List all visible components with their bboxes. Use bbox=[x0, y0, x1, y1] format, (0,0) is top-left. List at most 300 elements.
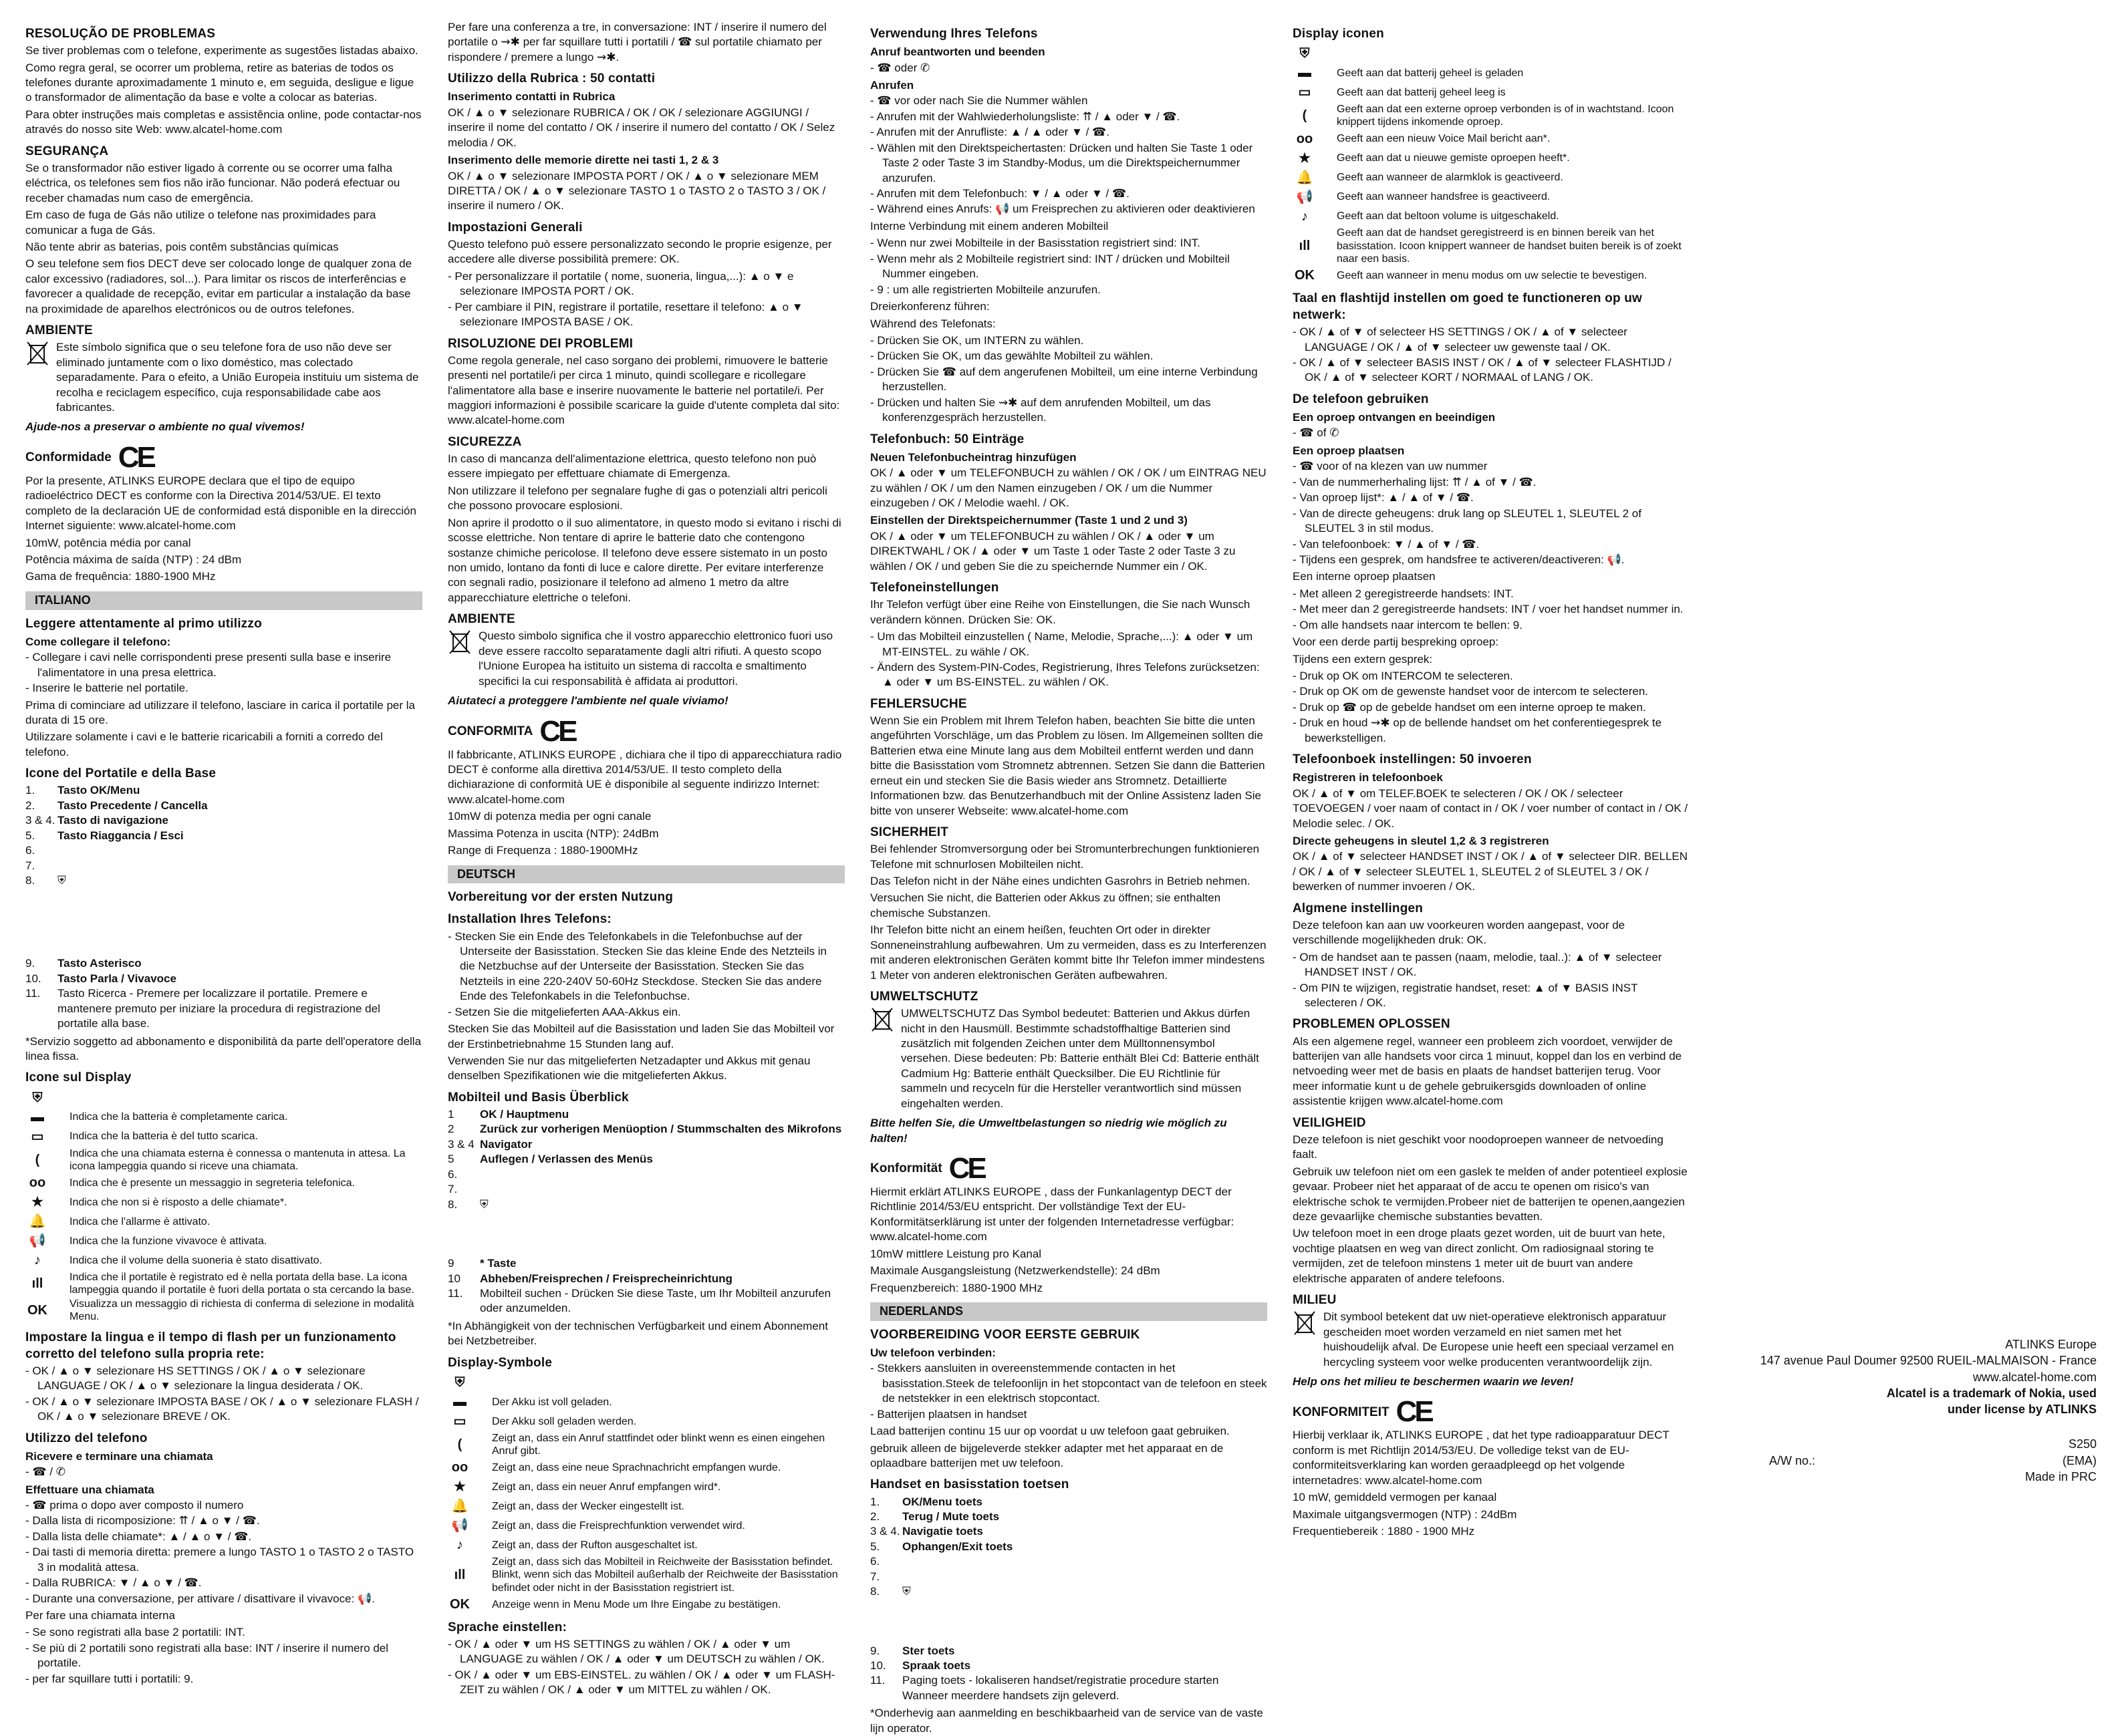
nl-keys-list bbox=[870, 1495, 1267, 1600]
it-connect-title: Come collegare il telefono: bbox=[25, 635, 171, 648]
ok-icon: OK bbox=[1295, 268, 1315, 283]
pt-environment-slogan: Ajude-nos a preservar o ambiente no qual vivemos! bbox=[25, 420, 305, 434]
nl-warning-text: gebruik alleen de bijgeleverde stekker adapter met het apparaat en de oplaadbare batterijen met uw telefoon. bbox=[870, 1441, 1224, 1469]
nl-environment-block bbox=[1293, 1310, 1690, 1372]
list-item: - Druk op OK om de gewenste handset voor de intercom te selecteren. bbox=[1293, 684, 1690, 699]
nl-charge-text: Laad batterijen continu 15 uur op voordat u uw telefoon gaat gebruiken. bbox=[870, 1425, 1230, 1438]
icon-description: Geeft aan wanneer de alarmklok is geactiveerd. bbox=[1337, 172, 1563, 184]
ce-mark-icon: CE bbox=[118, 440, 154, 474]
key-label: Ophangen/Exit toets bbox=[902, 1540, 1013, 1553]
key-number: 9. bbox=[870, 1644, 880, 1657]
shield-icon: ⛨ bbox=[454, 1375, 465, 1391]
nl-conformity-p4: Frequentiebereik : 1880 - 1900 MHz bbox=[1293, 1525, 1475, 1538]
list-item bbox=[870, 1644, 1267, 1658]
it-keys-list bbox=[25, 783, 422, 888]
list-item bbox=[25, 1174, 422, 1192]
list-item: - Druk op ☎ op de gebelde handset om een interne oproep te maken. bbox=[1293, 700, 1690, 715]
nl-display-icons bbox=[1293, 45, 1690, 285]
speaker-icon: 📢 bbox=[29, 1234, 46, 1249]
list-item: - Van telefoonboek: ▼ / ▲ of ▼ / ☎. bbox=[1293, 537, 1690, 552]
key-number: 8. bbox=[25, 873, 35, 887]
de-memory-text: OK / ▲ oder ▼ um TELEFONBUCH zu wählen / OK / ▲ oder ▼ um DIREKTWAHL / OK / ▲ oder ▼ um Taste 1 oder Taste 2 oder Taste 3 zu wählen / OK / und geben Sie die zu speichernde Nummer ein / OK. bbox=[870, 529, 1236, 573]
list-item bbox=[448, 1497, 845, 1515]
it-warning-text: Utilizzare solamente i cavi e le batterie ricaricabili a forniti a corredo del telefono. bbox=[25, 730, 383, 758]
list-item: - Setzen Sie die mitgelieferten AAA-Akkus ein. bbox=[448, 1005, 845, 1020]
de-install-list bbox=[448, 929, 845, 1020]
list-item bbox=[448, 1556, 845, 1594]
it-safety-title: SICUREZZA bbox=[448, 434, 522, 449]
list-item bbox=[1293, 130, 1690, 148]
de-keys-title: Mobilteil und Basis Überblick bbox=[448, 1090, 629, 1105]
call-icon: ( bbox=[1302, 108, 1307, 124]
nl-phonebook-reg-title: Registreren in telefoonboek bbox=[1293, 771, 1443, 784]
shield-icon: ⛨ bbox=[57, 873, 66, 887]
icon-description: Indica che la funzione vivavoce è attivata. bbox=[70, 1235, 267, 1247]
key-number: 8. bbox=[870, 1585, 880, 1598]
list-item bbox=[1293, 103, 1690, 128]
list-item: - Van de directe geheugens: druk lang op SLEUTEL 1, SLEUTEL 2 of SLEUTEL 3 in stil modus. bbox=[1293, 507, 1690, 537]
key-label: Paging toets - lokaliseren handset/registratie procedure starten Wanneer meerdere handsets zijn geleverd. bbox=[902, 1674, 1219, 1702]
list-item: - Anrufen mit der Wahlwiederholungsliste: ⇈ / ▲ oder ▼ / ☎. bbox=[870, 110, 1267, 124]
list-item: - Drücken Sie OK, um das gewählte Mobilteil zu wählen. bbox=[870, 349, 1267, 364]
it-troubleshooting-title: RISOLUZIONE DEI PROBLEMI bbox=[448, 336, 634, 351]
key-label: Tasto Precedente / Cancella bbox=[57, 799, 208, 812]
key-number: 3 & 4. bbox=[25, 814, 55, 827]
list-item bbox=[25, 972, 422, 986]
nl-display-title: Display iconen bbox=[1293, 27, 1384, 41]
shield-icon: ⛨ bbox=[32, 1090, 43, 1105]
nl-troubleshooting-title: PROBLEMEN OPLOSSEN bbox=[1293, 1017, 1450, 1032]
it-call-title: Effettuare una chiamata bbox=[25, 1483, 154, 1496]
it-phonebook-title: Utilizzo della Rubrica : 50 contatti bbox=[448, 71, 656, 86]
icon-description: Zeigt an, dass ein Anruf stattfindet oder blinkt wenn es einen eingehen Anruf gibt. bbox=[492, 1432, 825, 1457]
pt-conformity-p4: Gama de frequência: 1880-1900 MHz bbox=[25, 570, 216, 583]
icon-description: Indica che il portatile è registrato ed è nella portata della base. La icona lampeggia quando il portatile è fuori della portata o sta cercando la base. bbox=[70, 1271, 414, 1296]
pt-safety-p1: Se o transformador não estiver ligado à corrente ou se ocorrer uma falha eléctrica, os telefones sem fios não irão funcionar. Não poderá efectuar ou receber chamadas num caso de emergência. bbox=[25, 161, 400, 204]
it-read-title: Leggere attentamente al primo utilizzo bbox=[25, 616, 262, 631]
list-item: - per far squillare tutti i portatili: 9. bbox=[25, 1672, 422, 1687]
icon-description: Geeft aan wanneer in menu modus om uw selectie te bevestigen. bbox=[1337, 269, 1647, 281]
it-receive-title: Ricevere e terminare una chiamata bbox=[25, 1449, 213, 1463]
icon-description: Geeft aan dat batterij geheel is geladen bbox=[1337, 67, 1524, 79]
nl-safety-p2: Gebruik uw telefoon niet om een gaslek te melden of ander potentieel explosie gevaar. Probeer niet het apparaat of de accu te openen om risico's van elektrische schok te vermijden.Probeer niet de batterijen te openen,aangezien deze gevaarlijke chemische substanties bevatten. bbox=[1293, 1165, 1688, 1223]
list-item bbox=[870, 1584, 1267, 1599]
nl-prep-title: VOORBEREIDING VOOR EERSTE GEBRUIK bbox=[870, 1327, 1140, 1342]
it-language-list bbox=[25, 1364, 422, 1425]
battery-empty-icon: ▭ bbox=[1298, 85, 1311, 100]
list-item bbox=[25, 1213, 422, 1231]
de-phonebook-new-text: OK / ▲ oder ▼ um TELEFONBUCH zu wählen / OK / OK / um EINTRAG NEU zu wählen / OK / um den Namen einzugeben / OK / um die Nummer einzugeben / OK / Melodie waehl. / OK. bbox=[870, 466, 1267, 509]
list-item bbox=[25, 1147, 422, 1173]
key-label: Zurück zur vorherigen Menüoption / Stummschalten des Mikrofons bbox=[480, 1123, 842, 1136]
de-answer-list bbox=[870, 61, 1267, 76]
key-label: Navigator bbox=[480, 1137, 533, 1151]
it-receive-list bbox=[25, 1465, 422, 1479]
list-item bbox=[448, 1197, 845, 1212]
icon-description: Geeft aan dat batterij geheel leeg is bbox=[1337, 86, 1506, 98]
list-item: - Inserire le batterie nel portatile. bbox=[25, 681, 422, 696]
made-in: Made in PRC bbox=[2024, 1470, 2097, 1484]
nl-safety-p3: Uw telefoon moet in een droge plaats gezet worden, uit de buurt van hete, vochtige plaatsen en weg van direct zonlicht. Om radiosignaal storing te vermijden, zet de telefoon minstens 1 meter uit de buurt van andere elektrische apparaten of andere telefoons. bbox=[1293, 1227, 1666, 1285]
key-number: 10. bbox=[870, 1659, 886, 1672]
key-label: Tasto Riaggancia / Esci bbox=[57, 829, 184, 842]
icon-description: Zeigt an, dass ein neuer Anruf empfangen wird*. bbox=[492, 1481, 721, 1493]
pt-conformity-p1: Por la presente, ATLINKS EUROPE declara que el tipo de equipo radioeléctrico DECT es conforme con la Directiva 2014/53/UE. El texto completo de la declaración UE de conformidad está disponible en la dirección Internet siguiente: www.alcatel-home.com bbox=[25, 474, 416, 533]
list-item: - Dalla lista di ricomposizione: ⇈ / ▲ o ▼ / ☎. bbox=[25, 1513, 422, 1528]
icon-description: Anzeige wenn in Menu Mode um Ihre Eingabe zu bestätigen. bbox=[492, 1598, 781, 1610]
key-label: * Taste bbox=[480, 1257, 517, 1270]
shield-icon: ⛨ bbox=[1299, 46, 1310, 61]
pt-troubleshooting-title: RESOLUÇÃO DE PROBLEMAS bbox=[25, 27, 216, 41]
list-item: - OK / ▲ oder ▼ um EBS-EINSTEL. zu wählen / OK / ▲ oder ▼ um FLASH-ZEIT zu wählen / OK / ▲ oder ▼ um MITTEL zu wählen / OK. bbox=[448, 1668, 845, 1698]
weee-bin-icon bbox=[25, 340, 49, 367]
pt-troubleshooting-p3: Para obter instruções mais completas e assistência online, pode contactar-nos através do nosso site Web: www.alcatel-home.com bbox=[25, 108, 422, 136]
list-item: - OK / ▲ of ▼ of selecteer HS SETTINGS / OK / ▲ of ▼ selecteer LANGUAGE / OK / ▲ of ▼ selecteer uw gewenste taal / OK. bbox=[1293, 325, 1690, 355]
alarm-bell-icon: 🔔 bbox=[29, 1214, 46, 1229]
battery-empty-icon: ▭ bbox=[453, 1414, 467, 1429]
list-item: - ☎ prima o dopo aver composto il numero bbox=[25, 1498, 422, 1513]
de-language-title: Sprache einstellen: bbox=[448, 1620, 567, 1634]
icon-description: Der Akku soll geladen werden. bbox=[492, 1415, 637, 1427]
it-keys-list-2 bbox=[25, 956, 422, 1031]
list-item bbox=[1293, 168, 1690, 186]
list-item bbox=[25, 829, 422, 843]
list-item: - Wählen mit den Direktspeichertasten: Drücken und halten Sie Taste 1 oder Taste 2 oder Taste 3 im Standby-Modus, um die Direktspeichernummer anzurufen. bbox=[870, 141, 1267, 186]
nl-use-title: De telefoon gebruiken bbox=[1293, 392, 1429, 406]
list-item bbox=[25, 873, 422, 888]
nl-settings-title: Algmene instellingen bbox=[1293, 901, 1424, 915]
list-item bbox=[448, 1137, 845, 1152]
icon-description: Geeft aan dat een externe oproep verbonden is of in wachtstand. Icoon knippert tijdens inkomende oproep. bbox=[1337, 104, 1674, 128]
it-keys-title: Icone del Portatile e della Base bbox=[25, 766, 217, 781]
it-intercom-title: Per fare una chiamata interna bbox=[25, 1609, 175, 1622]
list-item bbox=[25, 1109, 422, 1127]
it-charge-text: Prima di cominciare ad utilizzare il telefono, lasciare in carica il portatile per la durata di 15 ore. bbox=[25, 698, 415, 726]
de-prep-title: Vorbereitung vor der ersten Nutzung bbox=[448, 890, 674, 905]
key-number: 11. bbox=[870, 1674, 886, 1687]
shield-icon: ⛨ bbox=[902, 1585, 911, 1598]
list-item: - OK / ▲ oder ▼ um HS SETTINGS zu wählen / OK / ▲ oder ▼ um LANGUAGE zu wählen / OK / ▲ oder ▼ um DEUTSCH zu wählen / OK. bbox=[448, 1637, 845, 1667]
list-item bbox=[1293, 227, 1690, 265]
de-intercom-title: Interne Verbindung mit einem anderen Mobilteil bbox=[870, 219, 1109, 233]
key-number: 7. bbox=[448, 1183, 458, 1196]
column-1 bbox=[25, 20, 422, 1685]
pt-conformity-title: Conformidade bbox=[25, 450, 112, 465]
nl-environment-slogan: Help ons het milieu te beschermen waarin we leven! bbox=[1293, 1375, 1574, 1389]
ce-mark-icon: CE bbox=[948, 1152, 984, 1185]
spacer bbox=[1696, 1417, 2097, 1436]
key-number: 1. bbox=[870, 1495, 880, 1508]
speaker-icon: 📢 bbox=[1296, 189, 1313, 204]
de-display-title: Display-Symbole bbox=[448, 1355, 553, 1370]
it-conformity-p1: Il fabbricante, ATLINKS EUROPE , dichiara che il tipo di apparecchiatura radio DECT è conforme alla direttiva 2014/53/UE. Il testo completo della dichiarazione di conformità UE è disponibile al seguente indirizzo Internet: www.alcatel-home.com bbox=[448, 748, 842, 806]
de-phonebook-new-title: Neuen Telefonbucheintrag hinzufügen bbox=[870, 450, 1077, 464]
list-item bbox=[448, 1393, 845, 1411]
icon-description: Indica che l'allarme è attivato. bbox=[70, 1215, 211, 1227]
model-number: S250 bbox=[2068, 1437, 2097, 1451]
nl-receive-title: Een oproep ontvangen en beeindigen bbox=[1293, 411, 1496, 424]
de-conformity-p2: 10mW mittlere Leistung pro Kanal bbox=[870, 1247, 1042, 1260]
list-item: - Druk en houd ⇝✱ op de bellende handset om het conferentiegesprek te bewerkstelligen. bbox=[1293, 716, 1690, 746]
icon-description: Indica che il volume della suoneria è stato disattivato. bbox=[70, 1254, 322, 1266]
pt-environment-text: Este símbolo significa que o seu telefone fora de uso não deve ser eliminado juntamente com o lixo doméstico, mas colectado separadamente. Para o efeito, a União Europeia instituiu um sistema de recolha e reciclagem específico, cuja responsabilidade cabe aos fabricantes. bbox=[56, 341, 419, 414]
icon-description: Geeft aan wanneer handsfree is geactiveerd. bbox=[1337, 191, 1551, 203]
trademark-line-1: Alcatel is a trademark of Nokia, used bbox=[1886, 1386, 2097, 1400]
list-item: - Druk op OK om INTERCOM te selecteren. bbox=[1293, 669, 1690, 684]
battery-full-icon: ▬ bbox=[453, 1395, 467, 1410]
nl-conformity-p3: Maximale uitgangsvermogen (NTP) : 24dBm bbox=[1293, 1507, 1517, 1521]
nl-connect-list bbox=[870, 1361, 1267, 1422]
nl-note: *Onderhevig aan aanmelding en beschikbaarheid van de service van de vaste lijn operator. bbox=[870, 1707, 1263, 1735]
key-number: 2. bbox=[870, 1509, 880, 1523]
it-intercom-list bbox=[25, 1625, 422, 1687]
list-item bbox=[25, 1128, 422, 1146]
de-answer-title: Anruf beantworten und beenden bbox=[870, 45, 1045, 59]
key-number: 7. bbox=[870, 1570, 880, 1583]
list-item bbox=[870, 1570, 1267, 1584]
list-item bbox=[25, 986, 422, 1031]
company-name: ATLINKS Europe bbox=[2005, 1338, 2097, 1351]
key-number: 3 & 4. bbox=[870, 1525, 900, 1538]
ringer-off-icon: ♪ bbox=[456, 1538, 463, 1553]
de-phonebook-title: Telefonbuch: 50 Einträge bbox=[870, 432, 1025, 446]
list-item: - Met meer dan 2 geregistreerde handsets: INT / voer het handset nummer in. bbox=[1293, 602, 1690, 617]
ok-icon: OK bbox=[450, 1597, 470, 1612]
icon-description: Indica che la batteria è del tutto scarica. bbox=[70, 1131, 258, 1143]
de-install-text: Stecken Sie das Mobilteil auf die Basisstation und laden Sie das Mobilteil vor der Erstinbetriebnahme 15 Stunden lang auf. bbox=[448, 1022, 835, 1050]
it-call-list bbox=[25, 1498, 422, 1606]
de-language-list bbox=[448, 1637, 845, 1698]
it-service-note: *Servizio soggetto ad abbonamento e disponibilità da parte dell'operatore della linea fissa. bbox=[25, 1034, 422, 1063]
battery-full-icon: ▬ bbox=[31, 1109, 44, 1125]
list-item: - OK / ▲ of ▼ selecteer BASIS INST / OK / ▲ of ▼ selecteer FLASHTIJD / OK / ▲ of ▼ selecteer KORT / NORMAAL of LANG / OK. bbox=[1293, 355, 1690, 386]
icon-description: Zeigt an, dass eine neue Sprachnachricht empfangen wurde. bbox=[492, 1462, 781, 1474]
list-item: - Dai tasti di memoria diretta: premere a lungo TASTO 1 o TASTO 2 o TASTO 3 in modalità attesa. bbox=[25, 1545, 422, 1575]
pt-conformity-heading bbox=[25, 440, 422, 474]
nl-settings-text: Deze telefoon kan aan uw voorkeuren worden aangepast, voor de verschillende mogelijkheden druk: OK. bbox=[1293, 918, 1625, 947]
key-number: 8. bbox=[448, 1197, 458, 1211]
de-intercom-list bbox=[870, 236, 1267, 297]
list-item bbox=[1293, 267, 1690, 285]
de-safety-p3: Versuchen Sie nicht, die Batterien oder Akkus zu öffnen; sie enthalten chemische Substanzen. bbox=[870, 891, 1221, 919]
list-item: - Anrufen mit der Anrufliste: ▲ / ▲ oder ▼ / ☎. bbox=[870, 125, 1267, 140]
de-environment-title: UMWELTSCHUTZ bbox=[870, 990, 978, 1004]
call-icon: ( bbox=[457, 1437, 462, 1452]
pt-troubleshooting-p2: Como regra geral, se ocorrer um problema, retire as baterias de todos os telefones durante aproximadamente 1 minuto e, em seguida, desligue e ligue o transformador de alimentação da base e volte a colocar as baterias. bbox=[25, 61, 414, 104]
spacer bbox=[25, 891, 422, 955]
icon-description: Zeigt an, dass die Freisprechfunktion verwendet wird. bbox=[492, 1520, 745, 1532]
list-item bbox=[870, 1495, 1267, 1509]
list-item: - Um das Mobilteil einzustellen ( Name, Melodie, Sprache,...): ▲ oder ▼ um MT-EINSTEL. zu wähle / OK. bbox=[870, 629, 1267, 660]
list-item bbox=[448, 1272, 845, 1286]
list-item bbox=[25, 843, 422, 858]
column-3 bbox=[870, 20, 1267, 1735]
it-settings-text: Questo telefono può essere personalizzato secondo le proprie esigenze, per accedere alle diverse possibilità premere: OK. bbox=[448, 237, 832, 266]
key-label: Tasto Ricerca - Premere per localizzare il portatile. Premere e mantenere premuto per iniziare la procedura di registrazione del portatile alla base. bbox=[57, 987, 380, 1030]
nl-phonebook-reg-text: OK / ▲ of ▼ om TELEF.BOEK te selecteren / OK / OK / selecteer TOEVOEGEN / voer naam of contact in / OK / voer number of contact in / OK / Melodie selec. / OK. bbox=[1293, 786, 1688, 830]
list-item: - Per cambiare il PIN, registrare il portatile, resettare il telefono: ▲ o ▼ selezionare IMPOSTA BASE / OK. bbox=[448, 300, 845, 330]
it-conformity-heading bbox=[448, 714, 845, 748]
list-item bbox=[448, 1413, 845, 1431]
ok-icon: OK bbox=[27, 1303, 47, 1318]
list-item bbox=[1293, 188, 1690, 206]
it-safety-p2: Non utilizzare il telefono per segnalare fughe di gas o potenziali altri pericoli che possono provocare esplosioni. bbox=[448, 484, 827, 513]
nl-conference-p2: Tijdens een extern gesprek: bbox=[1293, 652, 1433, 666]
weee-bin-icon bbox=[1293, 1310, 1317, 1336]
artwork-label: A/W no.: bbox=[1769, 1453, 1816, 1467]
list-item: - Se sono registrati alla base 2 portatili: INT. bbox=[25, 1625, 422, 1640]
nl-conformity-title: KONFORMITEIT bbox=[1293, 1405, 1389, 1419]
de-conformity-p4: Frequenzbereich: 1880-1900 MHz bbox=[870, 1281, 1043, 1294]
it-conformity-p2: 10mW di potenza media per ogni canale bbox=[448, 810, 652, 823]
pt-safety-p3: Não tente abrir as baterias, pois contêm substâncias químicas bbox=[25, 240, 339, 253]
de-troubleshooting-text: Wenn Sie ein Problem mit Ihrem Telefon haben, beachten Sie bitte die unten angeführten Vorschläge, um das Problem zu lösen. Im Allgemeinen sollten die Batterien etwa eine Minute lang aus dem Mobilteil entfernt werden und dann bitte die Basisstation vom Stromnetz abtrennen. Setzen Sie dann die Batterien erneut ein und stecken Sie die Basis wieder ans Stromnetz. Detaillierte Informationen bzw. das Benutzerhandbuch mit der Online Assistenz laden Sie bitte von unserer Webseite: www.alcatel-home.com bbox=[870, 714, 1265, 817]
key-number: 5. bbox=[870, 1540, 880, 1553]
list-item: - Drücken Sie OK, um INTERN zu wählen. bbox=[870, 333, 1267, 348]
list-item: - Stecken Sie ein Ende des Telefonkabels in die Telefonbuchse auf der Unterseite der Basisstation. Stecken Sie das kleine Ende des Netzteils in die Netzbuchse auf der Unterseite der Basisstation. Stecken Sie das Netzteils in eine 220-240V 50-60Hz Steckdose. Stecken Sie das andere Ende des Telefonkabels in die Telefonbuchse. bbox=[448, 929, 845, 1004]
list-item bbox=[448, 1432, 845, 1457]
alarm-bell-icon: 🔔 bbox=[451, 1499, 469, 1514]
pt-safety-p2: Em caso de fuga de Gás não utilize o telefone nas proximidades para comunicar a fuga de Gás. bbox=[25, 208, 376, 237]
nl-memory-text: OK / ▲ of ▼ selecteer HANDSET INST / OK / ▲ of ▼ selecteer DIR. BELLEN / OK / ▲ of ▼ selecteer SLEUTEL 1, SLEUTEL 2 of SLEUTEL 3 / OK / bewerken of nummer invoeren / OK. bbox=[1293, 850, 1688, 893]
icon-description: Indica che una chiamata esterna è connessa o mantenuta in attesa. La icona lampeggia quando si riceve una chiamata. bbox=[70, 1147, 406, 1172]
nl-conference-list bbox=[1293, 669, 1690, 746]
list-item: - ☎ / ✆ bbox=[25, 1465, 422, 1479]
company-website: www.alcatel-home.com bbox=[1972, 1370, 2097, 1384]
it-memory-text: OK / ▲ o ▼ selezionare IMPOSTA PORT / OK / ▲ o ▼ selezionare MEM DIRETTA / OK / ▲ o ▼ selezionare TASTO 1 o TASTO 2 o TASTO 3 / OK / inserire il numero / OK. bbox=[448, 169, 826, 212]
de-troubleshooting-title: FEHLERSUCHE bbox=[870, 696, 967, 711]
list-item bbox=[448, 1459, 845, 1477]
it-environment-slogan: Aiutateci a proteggere l'ambiente nel quale viviamo! bbox=[448, 694, 728, 708]
nl-phonebook-title: Telefoonboek instellingen: 50 invoeren bbox=[1293, 752, 1532, 767]
it-phonebook-insert-text: OK / ▲ o ▼ selezionare RUBRICA / OK / OK / selezionare AGGIUNGI / inserire il nome del contatto / OK / inserire il numero del contatto / OK / Selez melodia / OK. bbox=[448, 106, 835, 149]
it-display-title: Icone sul Display bbox=[25, 1070, 132, 1085]
list-item bbox=[448, 1596, 845, 1614]
list-item bbox=[25, 799, 422, 813]
pt-conformity-p3: Potência máxima de saída (NTP) : 24 dBm bbox=[25, 553, 242, 567]
key-label: Auflegen / Verlassen des Menüs bbox=[480, 1153, 653, 1166]
de-install-title: Installation Ihres Telefons: bbox=[448, 912, 612, 927]
ce-mark-icon: CE bbox=[1396, 1395, 1432, 1429]
key-number: 9 bbox=[448, 1257, 454, 1270]
signal-icon: ıll bbox=[454, 1567, 466, 1582]
list-item bbox=[25, 1193, 422, 1211]
de-safety-p2: Das Telefon nicht in der Nähe eines undichten Gasrohrs in Betrieb nehmen. bbox=[870, 874, 1250, 887]
pt-safety-title: SEGURANÇA bbox=[25, 144, 109, 158]
key-label: Spraak toets bbox=[902, 1659, 971, 1672]
key-label: Ster toets bbox=[902, 1644, 955, 1657]
key-number: 2 bbox=[448, 1123, 454, 1136]
list-item bbox=[1293, 149, 1690, 167]
de-safety-title: SICHERHEIT bbox=[870, 825, 949, 839]
de-note: *In Abhängigkeit von der technischen Verfügbarkeit und einem Abonnement bei Netzbetreiber. bbox=[448, 1319, 828, 1348]
pt-conformity-p2: 10mW, potência média por canal bbox=[25, 536, 191, 549]
it-language-title: Impostare la lingua e il tempo di flash per un funzionamento corretto del telefono sulla propria rete: bbox=[25, 1330, 396, 1361]
list-item: - Ändern des System-PIN-Codes, Registrierung, Ihres Telefons zurücksetzen: ▲ oder ▼ um BS-EINSTEL. zu wählen / OK. bbox=[870, 660, 1267, 690]
key-number: 6. bbox=[870, 1555, 880, 1568]
de-keys-list-2 bbox=[448, 1256, 845, 1316]
call-icon: ( bbox=[35, 1152, 40, 1167]
de-conference-text: Während des Telefonats: bbox=[870, 317, 996, 330]
spacer bbox=[870, 1602, 1267, 1642]
icon-description: Geeft aan een nieuw Voice Mail bericht aan*. bbox=[1337, 133, 1551, 145]
nl-keys-title: Handset en basisstation toetsen bbox=[870, 1477, 1069, 1492]
voicemail-icon: oo bbox=[1296, 131, 1313, 146]
list-item: - ☎ voor of na klezen van uw nummer bbox=[1293, 459, 1690, 474]
de-conference-list bbox=[870, 333, 1267, 426]
key-number: 10. bbox=[25, 972, 41, 985]
missed-call-star-icon: ★ bbox=[1299, 150, 1311, 166]
it-safety-p3: Non aprire il prodotto o il suo alimentatore, in questo modo si evitano i rischi di scosse elettriche. Non tentare di aprire le batterie dato che contengono sostanze chimiche pericolose. Il telefono deve essere sistemato in un posto non umido, lontano da fonti di luce e calore dirette. Per evitare interferenze con segnali radio, posizionare il telefono ad almeno 1 metro da altre apparecchiature elettriche o telefoni. bbox=[448, 516, 841, 604]
de-conference-title: Dreierkonferenz führen: bbox=[870, 300, 990, 313]
list-item: - Om alle handsets naar intercom te bellen: 9. bbox=[1293, 618, 1690, 633]
de-language-band: DEUTSCH bbox=[448, 865, 845, 884]
battery-full-icon: ▬ bbox=[1298, 65, 1311, 81]
key-label: Tasto OK/Menu bbox=[57, 784, 140, 797]
list-item: - Anrufen mit dem Telefonbuch: ▼ / ▲ oder ▼ / ☎. bbox=[870, 186, 1267, 201]
list-item bbox=[448, 1167, 845, 1182]
list-item: - Wenn nur zwei Mobilteile in der Basisstation registriert sind: INT. bbox=[870, 236, 1267, 251]
list-item bbox=[870, 1658, 1267, 1673]
nl-troubleshooting-text: Als een algemene regel, wanneer een probleem zich voordoet, verwijder de batterijen van alle handsets voor circa 1 minuut, koppel dan los en verbind de netvoeding weer met de basis en plaats de handset batterijen terug. Voor meer informatie kunt u de gehele gebruikersgids downloaden of online assistentie krijgen www.alcatel-home.com bbox=[1293, 1034, 1682, 1108]
de-environment-slogan: Bitte helfen Sie, die Umweltbelastungen so niedrig wie möglich zu halten! bbox=[870, 1117, 1227, 1145]
icon-description: Indica che non si è risposto a delle chiamate*. bbox=[70, 1196, 287, 1208]
list-item: - Per personalizzare il portatile ( nome, suoneria, lingua,...): ▲ o ▼ e selezionare IMPOSTA PORT / OK. bbox=[448, 269, 845, 299]
icon-description: Zeigt an, dass sich das Mobilteil in Reichweite der Basisstation befindet. Blinkt, wenn sich das Mobilteil außerhalb der Reichweite der Basisstation befindet oder nicht in der Basisstation registriert ist. bbox=[492, 1556, 838, 1594]
nl-connect-title: Uw telefoon verbinden: bbox=[870, 1346, 996, 1359]
key-number: 1 bbox=[448, 1108, 454, 1121]
pt-environment-title: AMBIENTE bbox=[25, 323, 93, 338]
icon-description: Der Akku ist voll geladen. bbox=[492, 1396, 612, 1408]
it-conformity-title: CONFORMITA bbox=[448, 724, 533, 739]
list-item bbox=[25, 1232, 422, 1250]
weee-bin-icon bbox=[448, 629, 472, 656]
alarm-bell-icon: 🔔 bbox=[1296, 170, 1313, 185]
list-item bbox=[25, 813, 422, 828]
manufacturer-footer bbox=[1696, 1336, 2097, 1485]
list-item: - OK / ▲ o ▼ selezionare IMPOSTA BASE / OK / ▲ o ▼ selezionare FLASH / OK / ▲ o ▼ selezionare BREVE / OK. bbox=[25, 1395, 422, 1425]
icon-description: Zeigt an, dass der Wecker eingestellt ist. bbox=[492, 1501, 684, 1513]
column-4 bbox=[1293, 20, 1690, 1538]
list-item: - Dalla RUBRICA: ▼ / ▲ o ▼ / ☎. bbox=[25, 1576, 422, 1590]
list-item bbox=[448, 1152, 845, 1167]
list-item: - ☎ vor oder nach Sie die Nummer wählen bbox=[870, 94, 1267, 108]
list-item bbox=[448, 1256, 845, 1271]
it-environment-block bbox=[448, 629, 845, 691]
nl-language-band: NEDERLANDS bbox=[870, 1302, 1267, 1321]
icon-description: Visualizza un messaggio di richiesta di conferma di selezione in modalità Menu. bbox=[70, 1298, 414, 1323]
list-item: - Durante una conversazione, per attivare / disattivare il vivavoce: 📢. bbox=[25, 1592, 422, 1606]
de-keys-list bbox=[448, 1107, 845, 1212]
list-item: - OK / ▲ o ▼ selezionare HS SETTINGS / OK / ▲ o ▼ selezionare LANGUAGE / OK / ▲ o ▼ selezionare la lingua desiderata / OK. bbox=[25, 1364, 422, 1394]
key-label: OK/Menu toets bbox=[902, 1495, 982, 1508]
list-item: - ☎ oder ✆ bbox=[870, 61, 1267, 76]
voicemail-icon: oo bbox=[451, 1460, 469, 1475]
shield-icon: ⛨ bbox=[480, 1197, 489, 1211]
list-item: - Wenn mehr als 2 Mobilteile registriert sind: INT / drücken und Mobilteil Nummer eingeben. bbox=[870, 252, 1267, 282]
nl-intercom-title: Een interne oproep plaatsen bbox=[1293, 570, 1436, 583]
missed-call-star-icon: ★ bbox=[31, 1195, 43, 1210]
nl-conformity-p2: 10 mW, gemiddeld vermogen per kanaal bbox=[1293, 1491, 1497, 1504]
nl-memory-title: Directe geheugens in sleutel 1,2 & 3 registreren bbox=[1293, 835, 1549, 848]
de-warning-text: Verwenden Sie nur das mitgelieferten Netzadapter und Akkus mit genau denselben Spezifikationen wie die mitgelieferten Akkus. bbox=[448, 1054, 811, 1082]
key-number: 5. bbox=[25, 829, 35, 842]
artwork-number-row bbox=[1769, 1453, 2097, 1469]
signal-icon: ıll bbox=[1299, 239, 1311, 254]
list-item: - Om PIN te wijzigen, registratie handset, reset: ▲ of ▼ BASIS INST selecteren / OK. bbox=[1293, 981, 1690, 1011]
icon-description: Indica che è presente un messaggio in segreteria telefonica. bbox=[70, 1177, 355, 1189]
weee-bin-icon bbox=[870, 1006, 894, 1033]
